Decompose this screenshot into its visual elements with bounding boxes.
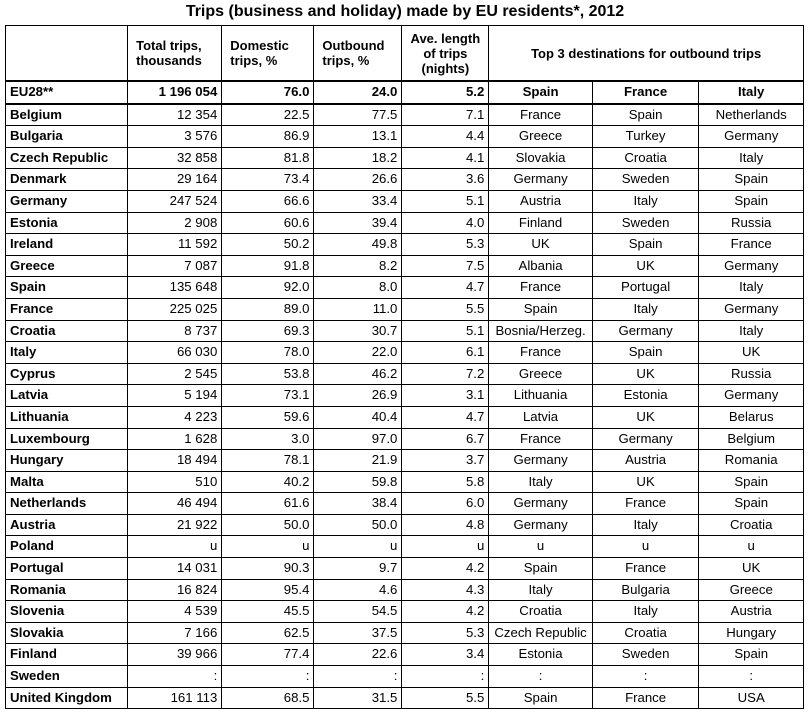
destination-1-cell: Germany	[489, 450, 592, 472]
outbound-cell: 54.5	[314, 601, 402, 623]
destination-3-cell: Germany	[699, 126, 804, 148]
country-cell: Czech Republic	[6, 147, 128, 169]
table-row	[6, 320, 804, 342]
destination-2-cell: Germany	[592, 428, 699, 450]
country-cell: Austria	[6, 514, 128, 536]
ave-length-cell: 4.0	[402, 212, 489, 234]
ave-length-cell: 6.0	[402, 493, 489, 515]
domestic-cell: 92.0	[222, 277, 314, 299]
destination-1-cell: Albania	[489, 255, 592, 277]
destination-1-cell: Germany	[489, 514, 592, 536]
domestic-cell: 77.4	[222, 644, 314, 666]
total-trips-cell: 11 592	[128, 234, 222, 256]
table-row	[6, 536, 804, 558]
total-trips-cell: 14 031	[128, 558, 222, 580]
destination-3-cell: Belgium	[699, 428, 804, 450]
destination-3-cell: Spain	[699, 190, 804, 212]
total-trips-cell: 66 030	[128, 342, 222, 364]
destination-3-cell: Netherlands	[699, 104, 804, 126]
destination-1-cell: Austria	[489, 190, 592, 212]
country-cell: United Kingdom	[6, 687, 128, 709]
outbound-cell: 21.9	[314, 450, 402, 472]
destination-3-cell: Italy	[699, 81, 804, 104]
ave-length-cell: 4.3	[402, 579, 489, 601]
ave-length-cell: 4.4	[402, 126, 489, 148]
country-cell: Portugal	[6, 558, 128, 580]
domestic-cell: 90.3	[222, 558, 314, 580]
domestic-cell: 59.6	[222, 406, 314, 428]
header-country	[6, 26, 128, 82]
outbound-cell: u	[314, 536, 402, 558]
outbound-cell: 38.4	[314, 493, 402, 515]
destination-1-cell: Spain	[489, 687, 592, 709]
country-cell: Finland	[6, 644, 128, 666]
country-cell: Malta	[6, 471, 128, 493]
destination-2-cell: Spain	[592, 342, 699, 364]
table-row	[6, 212, 804, 234]
destination-1-cell: Lithuania	[489, 385, 592, 407]
destination-2-cell: Spain	[592, 104, 699, 126]
destination-3-cell: Germany	[699, 255, 804, 277]
country-cell: Bulgaria	[6, 126, 128, 148]
destination-1-cell: France	[489, 277, 592, 299]
total-trips-cell: u	[128, 536, 222, 558]
domestic-cell: 68.5	[222, 687, 314, 709]
destination-1-cell: Bosnia/Herzeg.	[489, 320, 592, 342]
destination-1-cell: Estonia	[489, 644, 592, 666]
total-trips-cell: 4 223	[128, 406, 222, 428]
destination-3-cell: Russia	[699, 363, 804, 385]
destination-1-cell: Spain	[489, 558, 592, 580]
domestic-cell: 73.4	[222, 169, 314, 191]
domestic-cell: u	[222, 536, 314, 558]
total-trips-cell: 2 545	[128, 363, 222, 385]
ave-length-cell: 6.7	[402, 428, 489, 450]
total-trips-cell: 8 737	[128, 320, 222, 342]
destination-1-cell: Croatia	[489, 601, 592, 623]
destination-1-cell: Greece	[489, 126, 592, 148]
destination-3-cell: u	[699, 536, 804, 558]
outbound-cell: 13.1	[314, 126, 402, 148]
outbound-cell: 39.4	[314, 212, 402, 234]
outbound-cell: 18.2	[314, 147, 402, 169]
domestic-cell: 22.5	[222, 104, 314, 126]
destination-3-cell: USA	[699, 687, 804, 709]
destination-3-cell: Greece	[699, 579, 804, 601]
ave-length-cell: :	[402, 666, 489, 688]
trips-table	[5, 25, 804, 709]
total-trips-cell: 21 922	[128, 514, 222, 536]
ave-length-cell: 4.7	[402, 277, 489, 299]
destination-1-cell: Spain	[489, 298, 592, 320]
outbound-cell: 46.2	[314, 363, 402, 385]
country-cell: Lithuania	[6, 406, 128, 428]
ave-length-cell: 4.8	[402, 514, 489, 536]
country-cell: Sweden	[6, 666, 128, 688]
table-row	[6, 126, 804, 148]
country-cell: Poland	[6, 536, 128, 558]
outbound-cell: 26.9	[314, 385, 402, 407]
ave-length-cell: 3.1	[402, 385, 489, 407]
domestic-cell: 60.6	[222, 212, 314, 234]
country-cell: France	[6, 298, 128, 320]
ave-length-cell: 4.2	[402, 601, 489, 623]
domestic-cell: 89.0	[222, 298, 314, 320]
table-row	[6, 666, 804, 688]
destination-2-cell: Germany	[592, 320, 699, 342]
destination-3-cell: Italy	[699, 277, 804, 299]
header-total-trips: Total trips, thousands	[128, 26, 222, 82]
destination-1-cell: :	[489, 666, 592, 688]
ave-length-cell: 5.3	[402, 234, 489, 256]
total-trips-cell: 46 494	[128, 493, 222, 515]
country-cell: Belgium	[6, 104, 128, 126]
domestic-cell: 3.0	[222, 428, 314, 450]
country-cell: Slovakia	[6, 622, 128, 644]
outbound-cell: 97.0	[314, 428, 402, 450]
total-trips-cell: 7 087	[128, 255, 222, 277]
ave-length-cell: 4.1	[402, 147, 489, 169]
domestic-cell: 50.0	[222, 514, 314, 536]
total-trips-cell: 12 354	[128, 104, 222, 126]
ave-length-cell: 3.6	[402, 169, 489, 191]
destination-1-cell: UK	[489, 234, 592, 256]
ave-length-cell: 5.3	[402, 622, 489, 644]
destination-1-cell: Latvia	[489, 406, 592, 428]
total-trips-cell: 2 908	[128, 212, 222, 234]
destination-3-cell: Spain	[699, 169, 804, 191]
outbound-cell: 33.4	[314, 190, 402, 212]
country-cell: Estonia	[6, 212, 128, 234]
table-row	[6, 644, 804, 666]
table-row	[6, 493, 804, 515]
ave-length-cell: 6.1	[402, 342, 489, 364]
country-cell: EU28**	[6, 81, 128, 104]
table-body	[6, 81, 804, 709]
destination-2-cell: UK	[592, 471, 699, 493]
destination-1-cell: Italy	[489, 471, 592, 493]
total-trips-cell: 18 494	[128, 450, 222, 472]
outbound-cell: 22.0	[314, 342, 402, 364]
destination-3-cell: Belarus	[699, 406, 804, 428]
destination-3-cell: Germany	[699, 298, 804, 320]
country-cell: Cyprus	[6, 363, 128, 385]
ave-length-cell: 5.5	[402, 687, 489, 709]
destination-3-cell: Germany	[699, 385, 804, 407]
header-average-length: Ave. length of trips (nights)	[402, 26, 489, 82]
destination-2-cell: Croatia	[592, 622, 699, 644]
country-cell: Slovenia	[6, 601, 128, 623]
country-cell: Denmark	[6, 169, 128, 191]
table-title: Trips (business and holiday) made by EU residents*, 2012	[185, 3, 625, 20]
country-cell: Greece	[6, 255, 128, 277]
destination-1-cell: Spain	[489, 81, 592, 104]
ave-length-cell: 7.2	[402, 363, 489, 385]
table-row	[6, 277, 804, 299]
destination-1-cell: Germany	[489, 493, 592, 515]
total-trips-cell: 32 858	[128, 147, 222, 169]
domestic-cell: 91.8	[222, 255, 314, 277]
destination-3-cell: Italy	[699, 147, 804, 169]
destination-2-cell: Austria	[592, 450, 699, 472]
total-trips-cell: 510	[128, 471, 222, 493]
destination-2-cell: u	[592, 536, 699, 558]
destination-2-cell: Sweden	[592, 169, 699, 191]
destination-3-cell: Italy	[699, 320, 804, 342]
ave-length-cell: 3.7	[402, 450, 489, 472]
country-cell: Spain	[6, 277, 128, 299]
table-row	[6, 385, 804, 407]
destination-3-cell: Russia	[699, 212, 804, 234]
country-cell: Hungary	[6, 450, 128, 472]
ave-length-cell: 4.7	[402, 406, 489, 428]
outbound-cell: 4.6	[314, 579, 402, 601]
total-trips-cell: 1 628	[128, 428, 222, 450]
outbound-cell: 24.0	[314, 81, 402, 104]
outbound-cell: :	[314, 666, 402, 688]
total-trips-cell: 16 824	[128, 579, 222, 601]
destination-1-cell: Finland	[489, 212, 592, 234]
destination-2-cell: Italy	[592, 190, 699, 212]
destination-1-cell: Italy	[489, 579, 592, 601]
domestic-cell: 73.1	[222, 385, 314, 407]
header-domestic-trips: Domestic trips, %	[222, 26, 314, 82]
domestic-cell: 61.6	[222, 493, 314, 515]
outbound-cell: 49.8	[314, 234, 402, 256]
destination-3-cell: Hungary	[699, 622, 804, 644]
table-row	[6, 147, 804, 169]
country-cell: Italy	[6, 342, 128, 364]
domestic-cell: 45.5	[222, 601, 314, 623]
country-cell: Netherlands	[6, 493, 128, 515]
destination-2-cell: Bulgaria	[592, 579, 699, 601]
outbound-cell: 50.0	[314, 514, 402, 536]
destination-2-cell: :	[592, 666, 699, 688]
outbound-cell: 22.6	[314, 644, 402, 666]
ave-length-cell: 5.5	[402, 298, 489, 320]
destination-1-cell: u	[489, 536, 592, 558]
domestic-cell: 76.0	[222, 81, 314, 104]
table-row	[6, 450, 804, 472]
destination-2-cell: France	[592, 81, 699, 104]
outbound-cell: 8.0	[314, 277, 402, 299]
destination-1-cell: Czech Republic	[489, 622, 592, 644]
domestic-cell: 50.2	[222, 234, 314, 256]
destination-3-cell: Austria	[699, 601, 804, 623]
total-trips-cell: 4 539	[128, 601, 222, 623]
country-cell: Latvia	[6, 385, 128, 407]
outbound-cell: 26.6	[314, 169, 402, 191]
destination-3-cell: Romania	[699, 450, 804, 472]
outbound-cell: 11.0	[314, 298, 402, 320]
destination-2-cell: Italy	[592, 601, 699, 623]
destination-2-cell: Croatia	[592, 147, 699, 169]
destination-2-cell: Turkey	[592, 126, 699, 148]
destination-1-cell: France	[489, 342, 592, 364]
outbound-cell: 30.7	[314, 320, 402, 342]
country-cell: Germany	[6, 190, 128, 212]
outbound-cell: 9.7	[314, 558, 402, 580]
outbound-cell: 40.4	[314, 406, 402, 428]
country-cell: Ireland	[6, 234, 128, 256]
destination-3-cell: UK	[699, 342, 804, 364]
total-trips-cell: 7 166	[128, 622, 222, 644]
destination-1-cell: France	[489, 428, 592, 450]
destination-2-cell: France	[592, 687, 699, 709]
destination-2-cell: France	[592, 493, 699, 515]
table-row	[6, 558, 804, 580]
total-trips-cell: :	[128, 666, 222, 688]
destination-1-cell: France	[489, 104, 592, 126]
table-row	[6, 169, 804, 191]
destination-2-cell: UK	[592, 363, 699, 385]
outbound-cell: 8.2	[314, 255, 402, 277]
table-row	[6, 342, 804, 364]
ave-length-cell: 5.1	[402, 190, 489, 212]
total-trips-cell: 29 164	[128, 169, 222, 191]
destination-2-cell: Italy	[592, 298, 699, 320]
table-row	[6, 622, 804, 644]
destination-3-cell: Spain	[699, 471, 804, 493]
table-row	[6, 363, 804, 385]
table-row	[6, 104, 804, 126]
table-row	[6, 579, 804, 601]
total-trips-cell: 161 113	[128, 687, 222, 709]
table-row	[6, 255, 804, 277]
destination-3-cell: UK	[699, 558, 804, 580]
header-outbound-trips: Outbound trips, %	[314, 26, 402, 82]
domestic-cell: 78.1	[222, 450, 314, 472]
destination-2-cell: UK	[592, 406, 699, 428]
ave-length-cell: 7.1	[402, 104, 489, 126]
domestic-cell: 69.3	[222, 320, 314, 342]
country-cell: Romania	[6, 579, 128, 601]
destination-2-cell: Italy	[592, 514, 699, 536]
outbound-cell: 31.5	[314, 687, 402, 709]
total-trips-cell: 247 524	[128, 190, 222, 212]
destination-2-cell: Spain	[592, 234, 699, 256]
country-cell: Luxembourg	[6, 428, 128, 450]
ave-length-cell: 5.1	[402, 320, 489, 342]
header-top-destinations: Top 3 destinations for outbound trips	[489, 26, 804, 82]
domestic-cell: 40.2	[222, 471, 314, 493]
domestic-cell: 81.8	[222, 147, 314, 169]
destination-2-cell: France	[592, 558, 699, 580]
domestic-cell: 86.9	[222, 126, 314, 148]
domestic-cell: 95.4	[222, 579, 314, 601]
ave-length-cell: 5.8	[402, 471, 489, 493]
destination-2-cell: UK	[592, 255, 699, 277]
table-row	[6, 514, 804, 536]
domestic-cell: 62.5	[222, 622, 314, 644]
total-trips-cell: 135 648	[128, 277, 222, 299]
destination-1-cell: Slovakia	[489, 147, 592, 169]
table-row	[6, 190, 804, 212]
ave-length-cell: 5.2	[402, 81, 489, 104]
ave-length-cell: 3.4	[402, 644, 489, 666]
total-trips-cell: 5 194	[128, 385, 222, 407]
table-row	[6, 428, 804, 450]
destination-2-cell: Estonia	[592, 385, 699, 407]
table-row	[6, 601, 804, 623]
domestic-cell: :	[222, 666, 314, 688]
ave-length-cell: u	[402, 536, 489, 558]
country-cell: Croatia	[6, 320, 128, 342]
total-trips-cell: 3 576	[128, 126, 222, 148]
destination-3-cell: Croatia	[699, 514, 804, 536]
destination-2-cell: Portugal	[592, 277, 699, 299]
total-trips-cell: 39 966	[128, 644, 222, 666]
domestic-cell: 53.8	[222, 363, 314, 385]
destination-2-cell: Sweden	[592, 212, 699, 234]
eu28-row	[6, 81, 804, 104]
table-row	[6, 471, 804, 493]
destination-1-cell: Greece	[489, 363, 592, 385]
table-row	[6, 234, 804, 256]
outbound-cell: 37.5	[314, 622, 402, 644]
destination-1-cell: Germany	[489, 169, 592, 191]
ave-length-cell: 7.5	[402, 255, 489, 277]
destination-3-cell: Spain	[699, 493, 804, 515]
outbound-cell: 59.8	[314, 471, 402, 493]
domestic-cell: 66.6	[222, 190, 314, 212]
destination-2-cell: Sweden	[592, 644, 699, 666]
header-row	[6, 26, 804, 82]
table-row	[6, 406, 804, 428]
destination-3-cell: Spain	[699, 644, 804, 666]
total-trips-cell: 225 025	[128, 298, 222, 320]
outbound-cell: 77.5	[314, 104, 402, 126]
table-row	[6, 298, 804, 320]
destination-3-cell: France	[699, 234, 804, 256]
destination-3-cell: :	[699, 666, 804, 688]
total-trips-cell: 1 196 054	[128, 81, 222, 104]
table-row	[6, 687, 804, 709]
ave-length-cell: 4.2	[402, 558, 489, 580]
domestic-cell: 78.0	[222, 342, 314, 364]
